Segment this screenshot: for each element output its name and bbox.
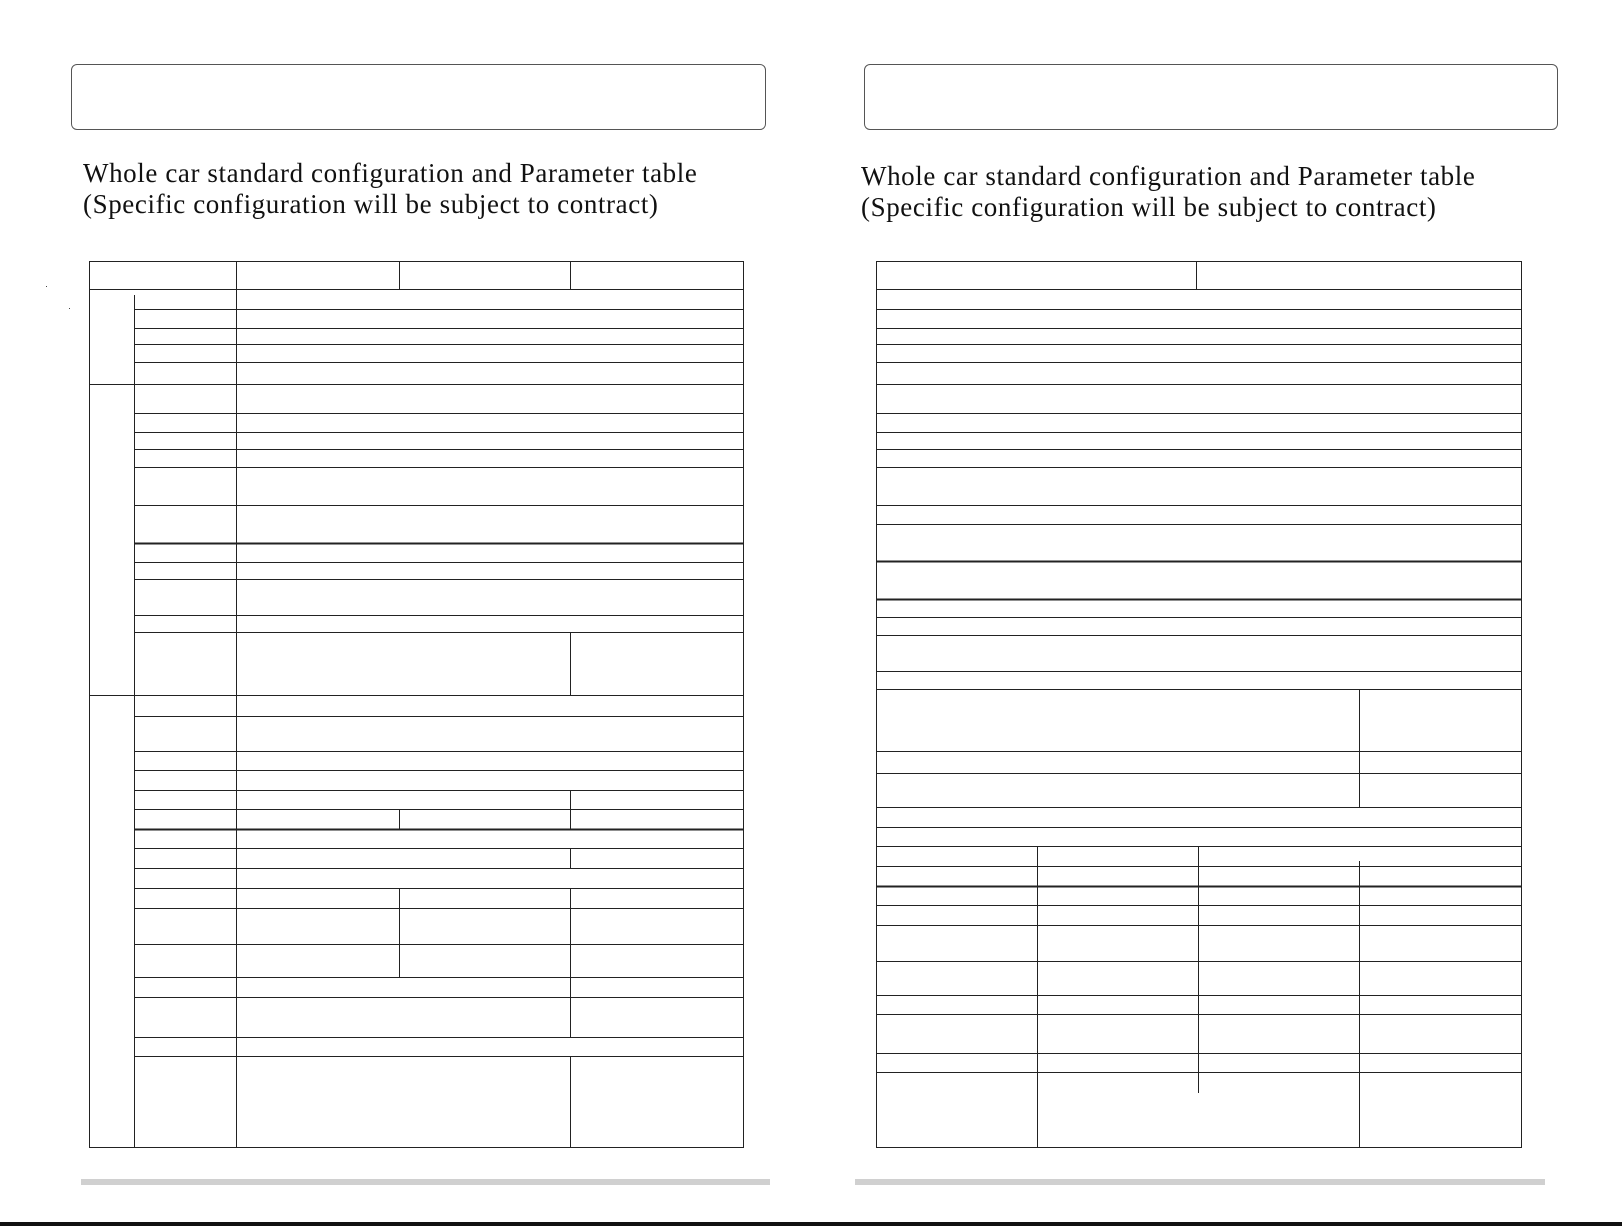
left-title-line-1: Whole car standard configuration and Parameter table	[83, 158, 698, 188]
right-header-box	[864, 64, 1558, 130]
left-header-box	[71, 64, 766, 130]
right-parameter-table	[876, 261, 1522, 1148]
right-page-title	[861, 161, 1475, 223]
right-title-line-1: Whole car standard configuration and Parameter table	[861, 161, 1476, 191]
right-page	[800, 0, 1622, 1226]
left-footer-bar	[81, 1179, 770, 1185]
left-page	[0, 0, 800, 1226]
left-page-title	[83, 158, 697, 220]
left-title-line-2: (Specific configuration will be subject to contract)	[83, 189, 659, 219]
scan-speck	[69, 308, 70, 309]
page-bottom-edge	[0, 1222, 1622, 1226]
right-footer-bar	[855, 1179, 1545, 1185]
scan-speck	[46, 286, 47, 287]
left-parameter-table	[89, 261, 744, 1148]
right-title-line-2: (Specific configuration will be subject to contract)	[861, 192, 1437, 222]
table-frame	[90, 262, 744, 1148]
